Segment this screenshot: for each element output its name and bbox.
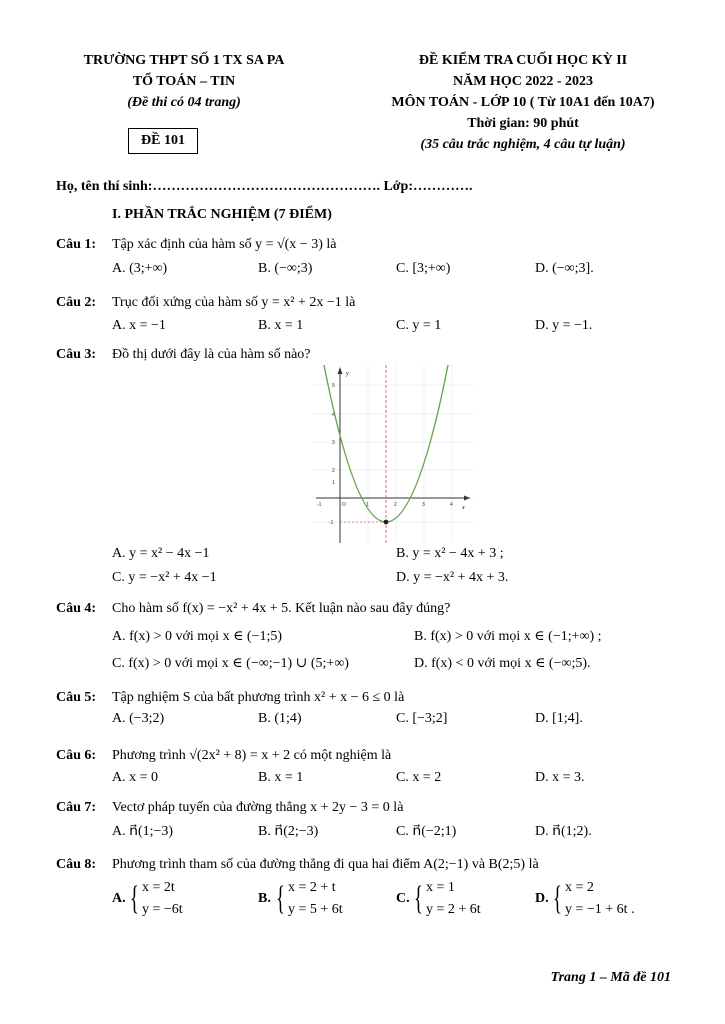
tick-label-x: 4 bbox=[450, 502, 453, 508]
tick-label-y: -1 bbox=[329, 520, 334, 526]
question-text: Tập nghiệm S của bất phương trình x² + x − 6 ≤ 0 là bbox=[112, 690, 405, 705]
option-d: D. f(x) < 0 với mọi x ∈ (−∞;5). bbox=[414, 656, 591, 671]
option-b: B. x = 1 bbox=[258, 770, 304, 785]
option-b: B. (−∞;3) bbox=[258, 261, 313, 276]
brace-icon: { bbox=[414, 880, 423, 917]
brace-icon: { bbox=[130, 880, 139, 917]
exam-time: Thời gian: 90 phút bbox=[467, 116, 579, 131]
option-c: C. y = 1 bbox=[396, 318, 442, 333]
brace-icon: { bbox=[276, 880, 285, 917]
option-a: A. y = x² − 4x −1 bbox=[112, 546, 210, 561]
parabola-graph bbox=[312, 365, 474, 545]
option-a: A. x = 0 bbox=[112, 770, 159, 785]
option-d: D. y = −1. bbox=[535, 318, 593, 333]
tick-label-y: 4 bbox=[332, 412, 335, 418]
option-b: B. y = x² − 4x + 3 ; bbox=[396, 546, 504, 561]
tick-label-x: 2 bbox=[394, 502, 397, 508]
question-text: Cho hàm số f(x) = −x² + 4x + 5. Kết luận nào sau đây đúng? bbox=[112, 601, 451, 616]
origin-label: O bbox=[342, 502, 346, 508]
option-b: B. f(x) > 0 với mọi x ∈ (−1;+∞) ; bbox=[414, 629, 602, 644]
question-label: Câu 6: bbox=[56, 748, 97, 763]
question-text: Tập xác định của hàm số y = √(x − 3) là bbox=[112, 237, 337, 252]
option-d: D. [1;4]. bbox=[535, 711, 583, 726]
question-label: Câu 1: bbox=[56, 237, 97, 252]
option-a: A. x = −1 bbox=[112, 318, 166, 333]
option-c: C. y = −x² + 4x −1 bbox=[112, 570, 217, 585]
pages-note: (Đề thi có 04 trang) bbox=[127, 95, 241, 110]
option-a: A. (−3;2) bbox=[112, 711, 165, 726]
tick-label-y: 3 bbox=[332, 440, 335, 446]
school-year: NĂM HỌC 2022 - 2023 bbox=[453, 74, 593, 89]
x-axis-arrow bbox=[464, 496, 470, 501]
question-label: Câu 8: bbox=[56, 857, 97, 872]
exam-code-box: ĐỀ 101 bbox=[128, 128, 198, 154]
graph-grid bbox=[312, 365, 474, 543]
tick-label-y: 1 bbox=[332, 480, 335, 486]
question-label: Câu 7: bbox=[56, 800, 97, 815]
option-d: D. x = 3. bbox=[535, 770, 585, 785]
tick-label-x: 1 bbox=[366, 502, 369, 508]
option-c: C. x = 2 bbox=[396, 770, 442, 785]
exam-title: ĐỀ KIỂM TRA CUỐI HỌC KỲ II bbox=[418, 53, 628, 68]
option-d: D. y = −x² + 4x + 3. bbox=[396, 570, 509, 585]
option-d: D. (−∞;3]. bbox=[535, 261, 594, 276]
option-b: B. (1;4) bbox=[258, 711, 302, 726]
y-axis-label: y bbox=[346, 371, 349, 377]
option-a: A. n⃗(1;−3) bbox=[112, 824, 174, 839]
section-title: I. PHẦN TRẮC NGHIỆM (7 ĐIỂM) bbox=[112, 207, 332, 222]
option-a: A. (3;+∞) bbox=[112, 261, 168, 276]
option-c: C. n⃗(−2;1) bbox=[396, 824, 457, 839]
question-text: Phương trình √(2x² + 8) = x + 2 có một nghiệm là bbox=[112, 748, 392, 763]
tick-label-x: 3 bbox=[422, 502, 425, 508]
vertex-point bbox=[384, 520, 389, 525]
y-axis-arrow bbox=[338, 367, 343, 374]
question-text: Trục đối xứng của hàm số y = x² + 2x −1 là bbox=[112, 295, 356, 310]
option-c: C. f(x) > 0 với mọi x ∈ (−∞;−1) ∪ (5;+∞) bbox=[112, 656, 349, 671]
question-label: Câu 4: bbox=[56, 601, 97, 616]
page-footer: Trang 1 – Mã đề 101 bbox=[550, 970, 671, 985]
tick-label-y: 5 bbox=[332, 383, 335, 389]
option-b: B. n⃗(2;−3) bbox=[258, 824, 319, 839]
option-c: C. [−3;2] bbox=[396, 711, 448, 726]
question-text: Đồ thị dưới đây là của hàm số nào? bbox=[112, 347, 311, 362]
question-label: Câu 3: bbox=[56, 347, 97, 362]
question-text: Phương trình tham số của đường thẳng đi qua hai điểm A(2;−1) và B(2;5) là bbox=[112, 857, 539, 872]
option-a: A. f(x) > 0 với mọi x ∈ (−1;5) bbox=[112, 629, 283, 644]
question-label: Câu 5: bbox=[56, 690, 97, 705]
tick-label-y: 2 bbox=[332, 468, 335, 474]
question-label: Câu 2: bbox=[56, 295, 97, 310]
school-name: TRƯỜNG THPT SỐ 1 TX SA PA bbox=[83, 53, 285, 68]
option-d: D. n⃗(1;2). bbox=[535, 824, 592, 839]
student-info-line: Họ, tên thí sinh:…………………………………………. Lớp:…………. bbox=[56, 179, 473, 194]
department: TỔ TOÁN – TIN bbox=[132, 74, 236, 89]
exam-format: (35 câu trắc nghiệm, 4 câu tự luận) bbox=[420, 137, 626, 152]
brace-icon: { bbox=[553, 880, 562, 917]
question-text: Vectơ pháp tuyến của đường thẳng x + 2y − 3 = 0 là bbox=[112, 800, 404, 815]
tick-label-x: -1 bbox=[317, 502, 322, 508]
option-c: C. [3;+∞) bbox=[396, 261, 451, 276]
option-b: B. x = 1 bbox=[258, 318, 304, 333]
subject: MÔN TOÁN - LỚP 10 ( Từ 10A1 đến 10A7) bbox=[391, 95, 655, 110]
x-axis-label: x bbox=[462, 505, 465, 511]
